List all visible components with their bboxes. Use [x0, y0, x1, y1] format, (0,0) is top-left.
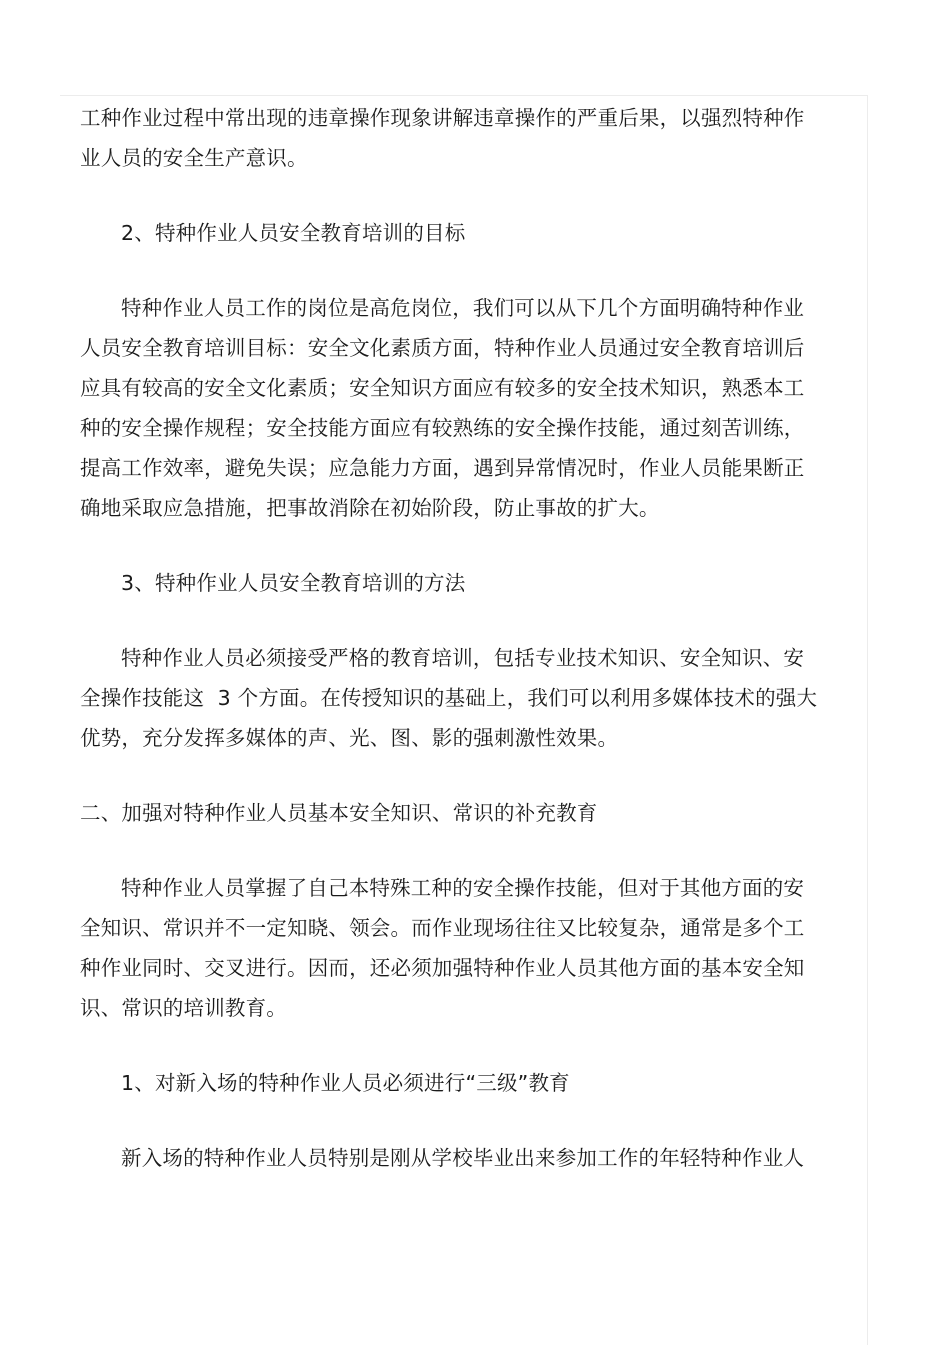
text-line: 特种作业人员必须接受严格的教育培训，包括专业技术知识、安全知识、安	[121, 646, 805, 670]
section-heading	[80, 213, 840, 253]
paragraph	[80, 1138, 840, 1178]
text-line: 优势，充分发挥多媒体的声、光、图、影的强刺激性效果。	[80, 726, 619, 750]
text-line: 特种作业人员工作的岗位是高危岗位，我们可以从下几个方面明确特种作业	[121, 296, 805, 320]
text-line: 特种作业人员掌握了自己本特殊工种的安全操作技能，但对于其他方面的安	[121, 876, 805, 900]
text-line: 业人员的安全生产意识。	[80, 146, 308, 170]
text-line: 提高工作效率，避免失误；应急能力方面，遇到异常情况时，作业人员能果断正	[80, 456, 805, 480]
text-line: 种作业同时、交叉进行。因而，还必须加强特种作业人员其他方面的基本安全知	[80, 956, 805, 980]
text-line: 全操作技能这 3 个方面。在传授知识的基础上，我们可以利用多媒体技术的强大	[80, 686, 818, 710]
section-heading	[80, 793, 840, 833]
paragraph	[80, 638, 840, 758]
text-line: 工种作业过程中常出现的违章操作现象讲解违章操作的严重后果，以强烈特种作	[80, 106, 805, 130]
section-heading	[80, 1063, 840, 1103]
heading-text: 1、对新入场的特种作业人员必须进行“三级”教育	[121, 1071, 570, 1095]
paragraph	[80, 868, 840, 1028]
paragraph	[80, 288, 840, 528]
text-line: 人员安全教育培训目标：安全文化素质方面，特种作业人员通过安全教育培训后	[80, 336, 805, 360]
text-line: 识、常识的培训教育。	[80, 996, 287, 1020]
text-line: 全知识、常识并不一定知晓、领会。而作业现场往往又比较复杂，通常是多个工	[80, 916, 805, 940]
heading-text: 二、加强对特种作业人员基本安全知识、常识的补充教育	[80, 801, 598, 825]
text-line: 新入场的特种作业人员特别是刚从学校毕业出来参加工作的年轻特种作业人	[121, 1146, 805, 1170]
text-line: 应具有较高的安全文化素质；安全知识方面应有较多的安全技术知识，熟悉本工	[80, 376, 805, 400]
section-heading	[80, 563, 840, 603]
paragraph	[80, 98, 840, 178]
text-line: 种的安全操作规程；安全技能方面应有较熟练的安全操作技能，通过刻苦训练，	[80, 416, 805, 440]
heading-text: 2、特种作业人员安全教育培训的目标	[121, 221, 466, 245]
text-line: 确地采取应急措施，把事故消除在初始阶段，防止事故的扩大。	[80, 496, 660, 520]
heading-text: 3、特种作业人员安全教育培训的方法	[121, 571, 466, 595]
document-body	[80, 98, 840, 1178]
